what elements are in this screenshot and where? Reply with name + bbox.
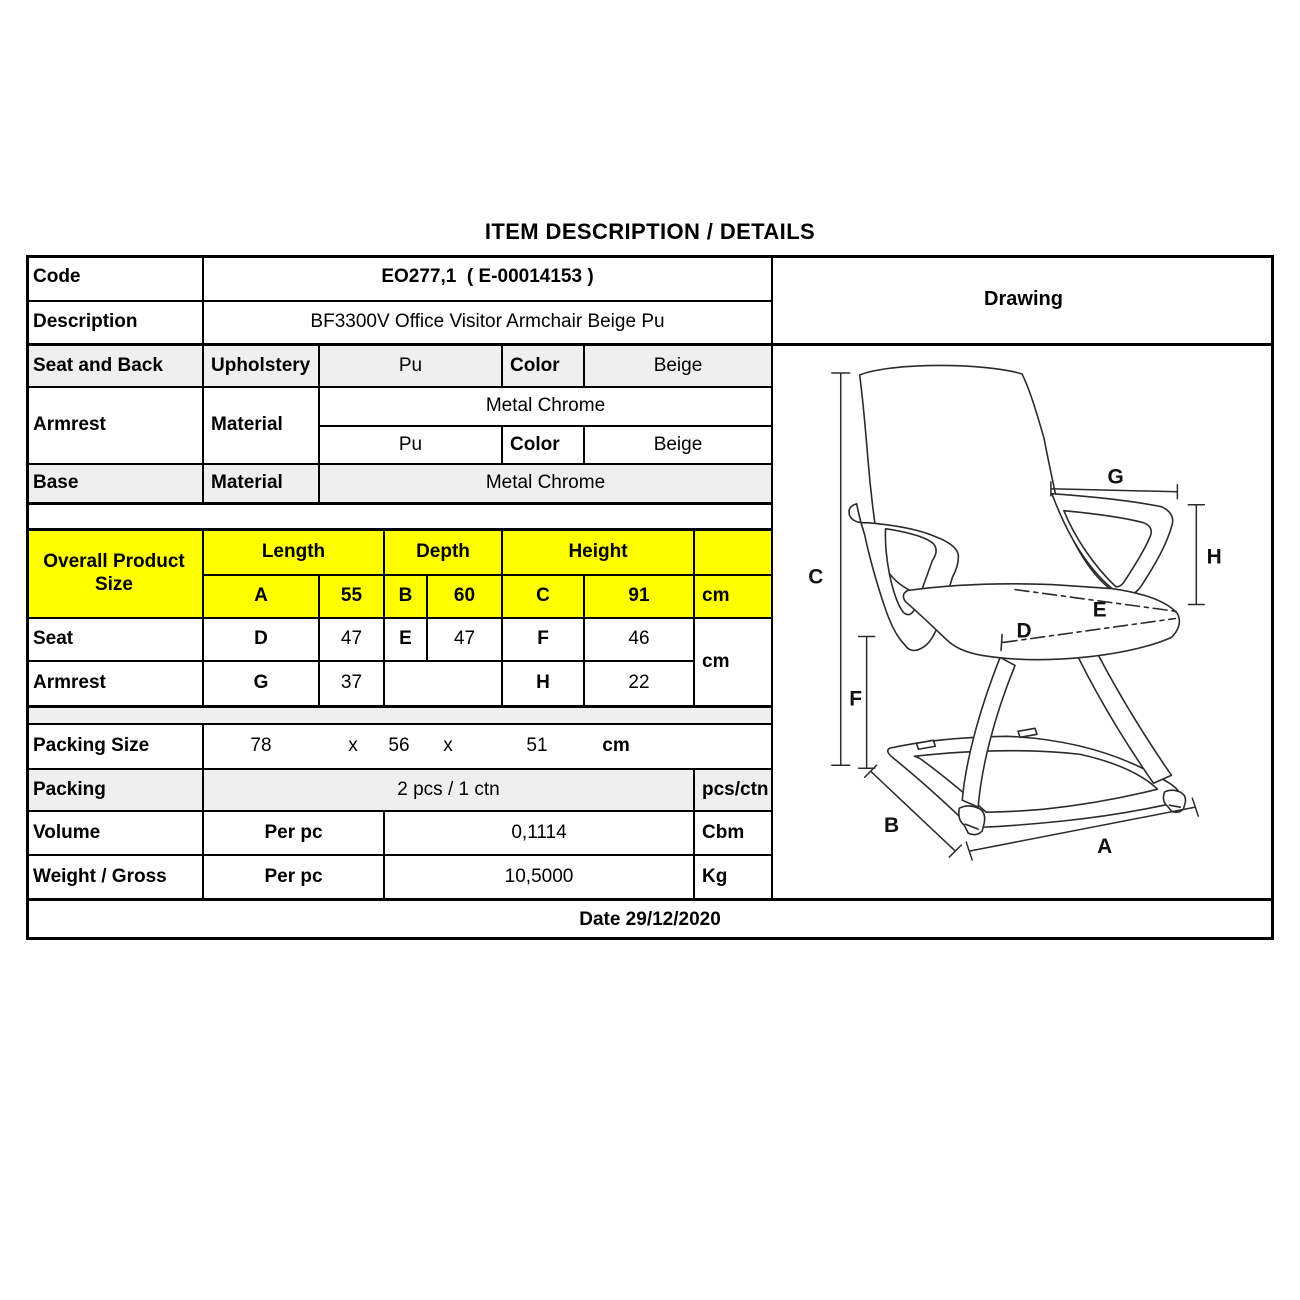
upholstery-label: Upholstery — [202, 343, 318, 386]
dim-label-e: E — [1092, 598, 1107, 622]
depth-header: Depth — [383, 528, 501, 574]
dim-g-value: 37 — [318, 660, 383, 705]
chair-seat — [903, 584, 1179, 660]
dim-label-a: A — [1097, 835, 1113, 859]
dim-h-label: H — [501, 660, 583, 705]
description-label: Description — [26, 300, 202, 343]
seat-armrest-unit: cm — [693, 617, 771, 705]
dim-d-value: 47 — [318, 617, 383, 660]
description-value: BF3300V Office Visitor Armchair Beige Pu — [202, 300, 771, 343]
spacer-row-1 — [26, 502, 771, 528]
packing-size-value — [202, 723, 771, 768]
dim-line-h — [1188, 505, 1204, 605]
packing-size-dim2: 56 — [388, 735, 410, 757]
page-title: ITEM DESCRIPTION / DETAILS — [484, 219, 816, 244]
armrest-material-label: Material — [202, 386, 318, 463]
packing-size-dim3: 51 — [526, 735, 548, 757]
dim-b-value: 60 — [426, 574, 501, 617]
length-header: Length — [202, 528, 383, 574]
dim-e-label: E — [383, 617, 426, 660]
armrest-material-2-value: Pu — [318, 425, 501, 463]
volume-unit: Cbm — [693, 810, 771, 854]
volume-label: Volume — [26, 810, 202, 854]
armrest-row-label: Armrest — [26, 660, 202, 705]
volume-per-pc: Per pc — [202, 810, 383, 854]
base-material-label: Material — [202, 463, 318, 502]
seat-row-label: Seat — [26, 617, 202, 660]
dim-label-g: G — [1107, 465, 1124, 489]
dim-f-label: F — [501, 617, 583, 660]
chair-technical-drawing — [773, 346, 1274, 898]
dim-c-value: 91 — [583, 574, 693, 617]
seat-back-label: Seat and Back — [26, 343, 202, 386]
dim-label-b: B — [883, 814, 900, 838]
dim-label-f: F — [849, 687, 863, 711]
base-label: Base — [26, 463, 202, 502]
front-foot — [959, 806, 985, 835]
code-label: Code — [26, 255, 202, 300]
dim-f-value: 46 — [583, 617, 693, 660]
spec-table — [26, 255, 1274, 940]
drawing-area — [771, 343, 1274, 898]
armrest-empty-cell — [383, 660, 501, 705]
dim-e-value: 47 — [426, 617, 501, 660]
front-leg — [962, 657, 1015, 807]
dim-h-value: 22 — [583, 660, 693, 705]
code-value: EO277,1 ( E-00014153 ) — [202, 255, 771, 300]
packing-unit: pcs/ctn — [693, 768, 771, 810]
seat-back-color-label: Color — [501, 343, 583, 386]
packing-value: 2 pcs / 1 ctn — [202, 768, 693, 810]
dim-c-label: C — [501, 574, 583, 617]
armrest-color-label: Color — [501, 425, 583, 463]
weight-value: 10,5000 — [383, 854, 693, 898]
dim-d-label: D — [202, 617, 318, 660]
armrest-material-1-value: Metal Chrome — [318, 386, 771, 425]
weight-label: Weight / Gross — [26, 854, 202, 898]
overall-size-label: Overall Product Size — [26, 528, 202, 617]
packing-size-x1: x — [348, 735, 358, 757]
weight-per-pc: Per pc — [202, 854, 383, 898]
yellow-empty-cell — [693, 528, 771, 574]
date-row: Date 29/12/2020 — [26, 898, 1274, 940]
seat-back-material-value: Pu — [318, 343, 501, 386]
dim-a-label: A — [202, 574, 318, 617]
dim-g-label: G — [202, 660, 318, 705]
base-glide-tab-mid — [1018, 728, 1037, 737]
dim-a-value: 55 — [318, 574, 383, 617]
packing-size-dim1: 78 — [250, 735, 272, 757]
chair-back — [860, 365, 1114, 595]
height-header: Height — [501, 528, 693, 574]
packing-label: Packing — [26, 768, 202, 810]
volume-value: 0,1114 — [383, 810, 693, 854]
spacer-row-2 — [26, 705, 771, 723]
dim-line-c — [832, 373, 850, 765]
dim-label-d: D — [1016, 619, 1032, 643]
overall-unit: cm — [693, 574, 771, 617]
seat-back-color-value: Beige — [583, 343, 771, 386]
armrest-color-value: Beige — [583, 425, 771, 463]
drawing-header: Drawing — [771, 255, 1274, 343]
dim-label-h: H — [1206, 545, 1222, 569]
dim-b-label: B — [383, 574, 426, 617]
dim-label-c: C — [808, 565, 824, 589]
packing-size-label: Packing Size — [26, 723, 202, 768]
armrest-label: Armrest — [26, 386, 202, 463]
packing-size-x2: x — [443, 735, 453, 757]
packing-size-unit: cm — [602, 735, 630, 757]
base-material-value: Metal Chrome — [318, 463, 771, 502]
weight-unit: Kg — [693, 854, 771, 898]
